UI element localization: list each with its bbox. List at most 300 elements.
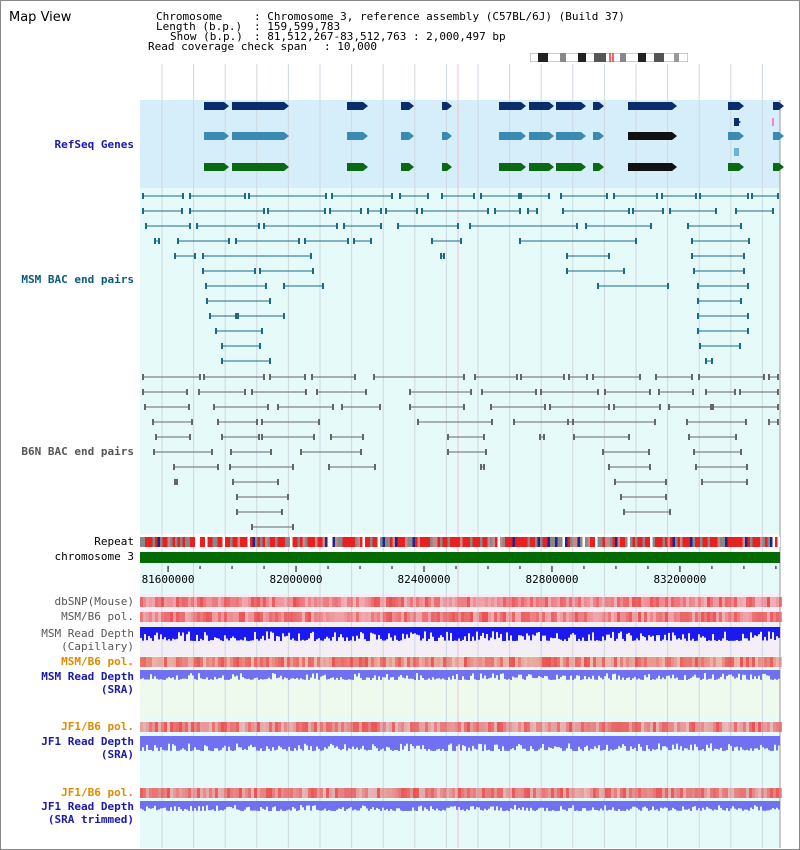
dbsnp-cell — [155, 597, 158, 607]
jf1-b6-pol-cell — [701, 722, 704, 732]
repeat-segment — [233, 537, 236, 547]
jf1-b6-pol-cell — [566, 722, 569, 732]
msm-depth-cap-bar — [614, 627, 616, 641]
jf1-depth-trim-bar — [576, 801, 578, 810]
msm-depth-cap-bar — [320, 627, 322, 640]
msm-depth-sra-bar — [434, 670, 436, 679]
msm-b6-pol-sra-cell — [335, 657, 338, 667]
jf1-depth-trim-bar — [654, 801, 656, 810]
axis-tick-label: 81600000 — [141, 573, 195, 586]
jf1-depth-trim-bar — [428, 801, 430, 811]
dbsnp-cell — [359, 597, 362, 607]
msm-depth-cap-bar — [300, 627, 302, 641]
jf1-b6-pol-trim-cell — [338, 788, 341, 798]
dbsnp-track-label[interactable]: dbSNP(Mouse) — [54, 595, 134, 608]
msm-depth-cap-bar — [510, 627, 512, 635]
jf1-b6-pol-trim-cell — [680, 788, 683, 798]
dbsnp-cell — [233, 597, 236, 607]
msm-depth-cap-bar — [428, 627, 430, 639]
msm-depth-cap-bar — [672, 627, 674, 632]
jf1-depth-trim-bar — [760, 801, 762, 807]
jf1-b6-pol-cell — [179, 722, 182, 732]
msm-depth-sra-bar — [336, 670, 338, 678]
msm-depth-sra-bar — [574, 670, 576, 679]
repeat-segment — [403, 537, 406, 547]
msm-b6-pol-cell — [686, 612, 689, 622]
jf1-depth-trim-bar — [310, 801, 312, 811]
msm-depth-cap-bar — [284, 627, 286, 636]
jf1-b6-pol-cell — [257, 722, 260, 732]
dbsnp-cell — [737, 597, 740, 607]
jf1-b6-pol-trim-cell — [143, 788, 146, 798]
dbsnp-cell — [461, 597, 464, 607]
repeat-segment — [175, 537, 178, 547]
jf1-depth-sra-bar — [446, 736, 448, 751]
jf1-depth-trim-bar — [742, 801, 744, 811]
jf1-depth-sra-bar — [772, 736, 774, 751]
msm-depth-cap-bar — [166, 627, 168, 640]
jf1-depth-sra-bar — [534, 736, 536, 751]
msm-depth-sra-bar — [182, 670, 184, 679]
msm-depth-cap-bar — [154, 627, 156, 635]
jf1-depth-sra-bar — [548, 736, 550, 747]
jf1-depth-trim-bar — [164, 801, 166, 808]
b6n-bac-pair-end — [520, 374, 522, 380]
jf1-depth-trim-bar — [196, 801, 198, 811]
jf1-depth-sra-bar — [166, 736, 168, 750]
msm-depth-cap-bar — [216, 627, 218, 638]
b6n-bac-pair-end — [768, 374, 770, 380]
msm-b6-pol-cell — [647, 612, 650, 622]
msm-b6-pol-cell — [452, 612, 455, 622]
jf1-depth-sra-bar — [622, 736, 624, 744]
msm-depth-cap-bar — [586, 627, 588, 641]
repeat-segment — [433, 537, 436, 547]
jf1-depth-sra-bar — [460, 736, 462, 750]
msm-bac-pair-end — [237, 313, 239, 319]
b6n-bac-pair-end — [712, 404, 714, 410]
jf1-depth-sra-bar — [238, 736, 240, 747]
msm-b6-pol-cell — [473, 612, 476, 622]
jf1-b6-pol-cell — [266, 722, 269, 732]
jf1-depth-trim-bar — [574, 801, 576, 811]
msm-bac-pair-end — [174, 253, 176, 259]
msm-depth-sra-bar — [766, 670, 768, 675]
msm-b6-pol-cell — [347, 612, 350, 622]
msm-depth-sra-bar — [754, 670, 756, 676]
jf1-b6-pol-trim-cell — [305, 788, 308, 798]
msm-depth-sra-bar — [532, 670, 534, 678]
b6n-bac-pair-end — [236, 494, 238, 500]
msm-depth-cap-bar — [744, 627, 746, 638]
repeat-segment — [615, 537, 618, 547]
dbsnp-cell — [776, 597, 779, 607]
msm-b6-pol-sra-cell — [182, 657, 185, 667]
msm-b6-pol-cell — [572, 612, 575, 622]
refseq-track-label[interactable]: RefSeq Genes — [54, 138, 134, 151]
msm-bac-pair-end — [697, 283, 699, 289]
b6n-bac-pair-end — [665, 479, 667, 485]
msm-depth-sra-bar — [436, 670, 438, 679]
msm-b6-pol-sra-cell — [371, 657, 374, 667]
msm-depth-sra-bar — [670, 670, 672, 678]
jf1-depth-trim-bar — [218, 801, 220, 811]
jf1-b6-pol-trim-cell — [395, 788, 398, 798]
jf1-read-depth-trim-label[interactable]: JF1 Read Depth — [41, 800, 134, 813]
jf1-b6-pol-trim-cell — [431, 788, 434, 798]
msm-depth-cap-bar — [290, 627, 292, 640]
jf1-depth-sra-bar — [242, 736, 244, 750]
msm-bac-pair-end — [699, 193, 701, 199]
msm-b6-pol-sra-cell — [668, 657, 671, 667]
msm-b6-pol-cell — [212, 612, 215, 622]
jf1-b6-pol-trim-cell — [425, 788, 428, 798]
repeat-segment — [445, 537, 448, 547]
repeat-segment — [188, 537, 191, 547]
dbsnp-cell — [311, 597, 314, 607]
b6n-bac-pair-end — [174, 479, 176, 485]
msm-depth-cap-bar — [516, 627, 518, 641]
msm-depth-sra-bar — [714, 670, 716, 680]
msm-bac-pair-end — [560, 193, 562, 199]
msm-b6-pol-sra-cell — [674, 657, 677, 667]
msm-bac-pair-end — [667, 283, 669, 289]
gene-block — [772, 118, 774, 126]
msm-b6-pol-cell — [185, 612, 188, 622]
msm-depth-sra-bar — [546, 670, 548, 676]
jf1-depth-trim-bar — [732, 801, 734, 806]
repeat-segment — [328, 537, 331, 547]
msm-b6-pol-cell — [704, 612, 707, 622]
msm-b6-pol-cell — [341, 612, 344, 622]
repeat-segment — [708, 537, 711, 547]
msm-depth-cap-bar — [402, 627, 404, 634]
msm-read-depth-sra-label[interactable]: MSM Read Depth — [41, 670, 134, 683]
b6n-bac-pair-end — [244, 389, 246, 395]
jf1-read-depth-sra-label[interactable]: JF1 Read Depth — [41, 735, 134, 748]
jf1-b6-pol-trim-cell — [617, 788, 620, 798]
msm-b6-pol-cell — [761, 612, 764, 622]
jf1-depth-sra-bar — [376, 736, 378, 748]
msm-depth-cap-bar — [734, 627, 736, 641]
msm-depth-cap-bar — [286, 627, 288, 636]
msm-b6-pol-cell — [152, 612, 155, 622]
jf1-b6-pol-trim-cell — [224, 788, 227, 798]
msm-depth-cap-bar — [566, 627, 568, 641]
jf1-b6-pol-cell — [680, 722, 683, 732]
jf1-depth-sra-bar — [498, 736, 500, 749]
msm-depth-sra-bar — [656, 670, 658, 678]
jf1-depth-trim-bar — [148, 801, 150, 808]
msm-depth-cap-bar — [528, 627, 530, 636]
jf1-b6-pol-trim-cell — [359, 788, 362, 798]
msm-b6-pol-cell — [434, 612, 437, 622]
jf1-depth-trim-bar — [344, 801, 346, 811]
msm-bac-pair-end — [669, 208, 671, 214]
repeat-segment — [318, 537, 321, 547]
b6n-bac-pair-end — [745, 419, 747, 425]
jf1-b6-pol-cell — [170, 722, 173, 732]
dbsnp-cell — [323, 597, 326, 607]
jf1-b6-pol-trim-cell — [647, 788, 650, 798]
repeat-segment — [473, 537, 476, 547]
msm-b6-pol-sra-cell — [605, 657, 608, 667]
msm-bac-pair-end — [310, 253, 312, 259]
msm-b6-pol-cell — [272, 612, 275, 622]
repeat-segment — [203, 537, 206, 547]
msm-b6-pol-sra-cell — [665, 657, 668, 667]
msm-depth-sra-bar — [190, 670, 192, 673]
jf1-b6-pol-cell — [335, 722, 338, 732]
jf1-depth-sra-bar — [408, 736, 410, 751]
jf1-b6-pol-cell — [140, 722, 143, 732]
msm-b6-pol-label[interactable]: MSM/B6 pol. — [61, 610, 134, 623]
jf1-b6-pol-trim-cell — [347, 788, 350, 798]
msm-depth-sra-bar — [302, 670, 304, 679]
jf1-b6-pol-trim-cell — [245, 788, 248, 798]
jf1-depth-trim-bar — [542, 801, 544, 808]
repeat-segment — [485, 537, 488, 547]
msm-depth-sra-bar — [320, 670, 322, 677]
dbsnp-cell — [386, 597, 389, 607]
msm-b6-pol-sra-cell — [524, 657, 527, 667]
dbsnp-cell — [326, 597, 329, 607]
msm-depth-sra-bar — [186, 670, 188, 679]
dbsnp-cell — [590, 597, 593, 607]
repeat-segment — [320, 537, 323, 547]
msm-depth-cap-bar — [704, 627, 706, 638]
jf1-depth-trim-bar — [230, 801, 232, 807]
dbsnp-cell — [299, 597, 302, 607]
msm-depth-cap-bar — [426, 627, 428, 641]
msm-depth-cap-bar — [582, 627, 584, 637]
dbsnp-cell — [491, 597, 494, 607]
jf1-b6-pol-trim-cell — [569, 788, 572, 798]
jf1-depth-trim-bar — [226, 801, 228, 807]
jf1-depth-trim-bar — [388, 801, 390, 811]
dbsnp-cell — [257, 597, 260, 607]
msm-bac-pair-end — [347, 238, 349, 244]
jf1-depth-sra-bar — [212, 736, 214, 751]
msm-depth-sra-bar — [570, 670, 572, 676]
msm-b6-pol-sra-cell — [578, 657, 581, 667]
jf1-b6-pol-trim-cell — [743, 788, 746, 798]
msm-b6-pol-cell — [698, 612, 701, 622]
msm-depth-sra-bar — [502, 670, 504, 673]
jf1-depth-sra-bar — [352, 736, 354, 747]
jf1-depth-sra-bar — [252, 736, 254, 747]
jf1-b6-pol-trim-cell — [146, 788, 149, 798]
msm-b6-pol-sra-cell — [254, 657, 257, 667]
jf1-b6-pol-trim-cell — [470, 788, 473, 798]
msm-b6-pol-cell — [491, 612, 494, 622]
jf1-depth-trim-bar — [572, 801, 574, 805]
repeat-segment — [630, 537, 633, 547]
msm-depth-cap-bar — [526, 627, 528, 633]
msm-b6-pol-sra-cell — [635, 657, 638, 667]
jf1-depth-trim-bar — [772, 801, 774, 808]
jf1-b6-pol-cell — [203, 722, 206, 732]
jf1-depth-sra-bar — [264, 736, 266, 751]
jf1-b6-pol-cell — [560, 722, 563, 732]
msm-depth-cap-bar — [410, 627, 412, 632]
jf1-depth-trim-bar — [522, 801, 524, 807]
msm-depth-sra-bar — [684, 670, 686, 675]
msm-depth-cap-bar — [568, 627, 570, 638]
msm-b6-pol-sra-cell — [173, 657, 176, 667]
msm-depth-sra-bar — [254, 670, 256, 678]
jf1-depth-trim-bar — [382, 801, 384, 808]
repeat-segment — [773, 537, 776, 547]
dbsnp-cell — [665, 597, 668, 607]
msm-depth-cap-bar — [622, 627, 624, 639]
msm-bac-pair-end — [258, 223, 260, 229]
repeat-segment — [745, 537, 748, 547]
jf1-b6-pol-cell — [713, 722, 716, 732]
jf1-depth-trim-bar — [748, 801, 750, 811]
jf1-b6-pol-trim-cell — [704, 788, 707, 798]
msm-b6-pol-sra-cell — [215, 657, 218, 667]
jf1-depth-trim-bar — [560, 801, 562, 806]
jf1-depth-trim-bar — [766, 801, 768, 810]
msm-b6-pol-cell — [164, 612, 167, 622]
msm-b6-pol-sra-cell — [761, 657, 764, 667]
msm-b6-pol-sra-cell — [701, 657, 704, 667]
msm-depth-sra-bar — [312, 670, 314, 674]
msm-bac-pair-end — [548, 193, 550, 199]
b6n-bac-pair-end — [701, 479, 703, 485]
jf1-b6-pol-trim-cell — [455, 788, 458, 798]
repeat-segment — [765, 537, 768, 547]
jf1-depth-sra-bar — [488, 736, 490, 750]
b6n-bac-pair-end — [698, 374, 700, 380]
msm-b6-pol-sra-label[interactable]: MSM/B6 pol. — [61, 655, 134, 668]
msm-depth-sra-bar — [390, 670, 392, 677]
jf1-depth-trim-bar — [144, 801, 146, 811]
jf1-b6-pol-trim-cell — [389, 788, 392, 798]
chromosome-track-label[interactable]: chromosome 3 — [54, 550, 134, 563]
jf1-depth-sra-bar — [182, 736, 184, 748]
b6n-bac-pair-end — [543, 434, 545, 440]
msm-depth-sra-bar — [590, 670, 592, 679]
repeat-segment — [683, 537, 686, 547]
msm-bac-pair-end — [312, 268, 314, 274]
jf1-b6-pol-cell — [746, 722, 749, 732]
repeat-segment — [440, 537, 443, 547]
repeat-track-label[interactable]: Repeat — [94, 535, 134, 548]
jf1-depth-trim-bar — [332, 801, 334, 811]
msm-depth-cap-bar — [272, 627, 274, 633]
msm-depth-cap-bar — [414, 627, 416, 633]
msm-bac-track-label[interactable]: MSM BAC end pairs — [21, 273, 134, 286]
jf1-depth-trim-bar — [640, 801, 642, 811]
jf1-depth-trim-bar — [336, 801, 338, 810]
jf1-depth-sra-bar — [278, 736, 280, 746]
msm-depth-cap-bar — [370, 627, 372, 633]
jf1-b6-pol-cell — [761, 722, 764, 732]
msm-depth-cap-bar — [292, 627, 294, 638]
msm-b6-pol-cell — [158, 612, 161, 622]
msm-depth-cap-bar — [606, 627, 608, 635]
msm-depth-sra-bar — [428, 670, 430, 678]
msm-b6-pol-sra-cell — [356, 657, 359, 667]
jf1-depth-sra-bar — [370, 736, 372, 750]
msm-depth-cap-bar — [374, 627, 376, 634]
jf1-depth-sra-bar — [744, 736, 746, 750]
msm-depth-sra-bar — [550, 670, 552, 680]
dbsnp-cell — [620, 597, 623, 607]
jf1-b6-pol-cell — [269, 722, 272, 732]
msm-depth-cap-bar — [494, 627, 496, 639]
msm-depth-sra-bar — [740, 670, 742, 680]
b6n-bac-pair-end — [199, 374, 201, 380]
jf1-depth-sra-bar — [532, 736, 534, 749]
jf1-b6-pol-trim-cell — [674, 788, 677, 798]
dbsnp-cell — [191, 597, 194, 607]
msm-depth-sra-bar — [634, 670, 636, 677]
jf1-depth-trim-bar — [340, 801, 342, 809]
jf1-b6-pol-trim-cell — [728, 788, 731, 798]
msm-depth-sra-bar — [632, 670, 634, 678]
jf1-b6-pol-trim-cell — [314, 788, 317, 798]
jf1-depth-sra-bar — [516, 736, 518, 746]
jf1-b6-pol-trim-cell — [515, 788, 518, 798]
jf1-depth-trim-bar — [204, 801, 206, 811]
repeat-segment — [648, 537, 651, 547]
repeat-segment — [633, 537, 636, 547]
msm-depth-sra-bar — [598, 670, 600, 676]
repeat-segment — [330, 537, 333, 547]
jf1-depth-sra-bar — [194, 736, 196, 747]
jf1-depth-trim-bar — [298, 801, 300, 810]
msm-depth-sra-bar — [510, 670, 512, 680]
dbsnp-cell — [644, 597, 647, 607]
jf1-depth-sra-bar — [658, 736, 660, 744]
msm-b6-pol-cell — [311, 612, 314, 622]
msm-b6-pol-sra-cell — [221, 657, 224, 667]
jf1-b6-pol-trim-cell — [350, 788, 353, 798]
jf1-depth-trim-bar — [274, 801, 276, 806]
msm-bac-pair-end — [566, 268, 568, 274]
msm-depth-sra-bar — [400, 670, 402, 675]
msm-depth-cap-bar — [312, 627, 314, 632]
msm-b6-pol-cell — [203, 612, 206, 622]
msm-depth-sra-bar — [300, 670, 302, 678]
msm-b6-pol-sra-cell — [536, 657, 539, 667]
msm-depth-sra-bar — [378, 670, 380, 676]
msm-b6-pol-sra-cell — [191, 657, 194, 667]
msm-b6-pol-sra-cell — [350, 657, 353, 667]
jf1-depth-sra-bar — [510, 736, 512, 749]
msm-b6-pol-sra-cell — [554, 657, 557, 667]
jf1-b6-pol-label[interactable]: JF1/B6 pol. — [61, 720, 134, 733]
jf1-b6-pol-cell — [506, 722, 509, 732]
msm-depth-cap-bar — [222, 627, 224, 641]
repeat-segment — [375, 537, 378, 547]
msm-b6-pol-cell — [560, 612, 563, 622]
jf1-depth-sra-bar — [160, 736, 162, 747]
b6n-bac-track-label[interactable]: B6N BAC end pairs — [21, 445, 134, 458]
jf1-depth-trim-bar — [426, 801, 428, 809]
jf1-b6-pol-trim-label[interactable]: JF1/B6 pol. — [61, 786, 134, 799]
msm-b6-pol-cell — [656, 612, 659, 622]
jf1-depth-sra-bar — [372, 736, 374, 744]
b6n-bac-pair-end — [623, 509, 625, 515]
repeat-segment — [260, 537, 263, 547]
jf1-b6-pol-cell — [635, 722, 638, 732]
msm-read-depth-capillary-label[interactable]: MSM Read Depth — [41, 627, 134, 640]
msm-depth-sra-bar — [682, 670, 684, 680]
